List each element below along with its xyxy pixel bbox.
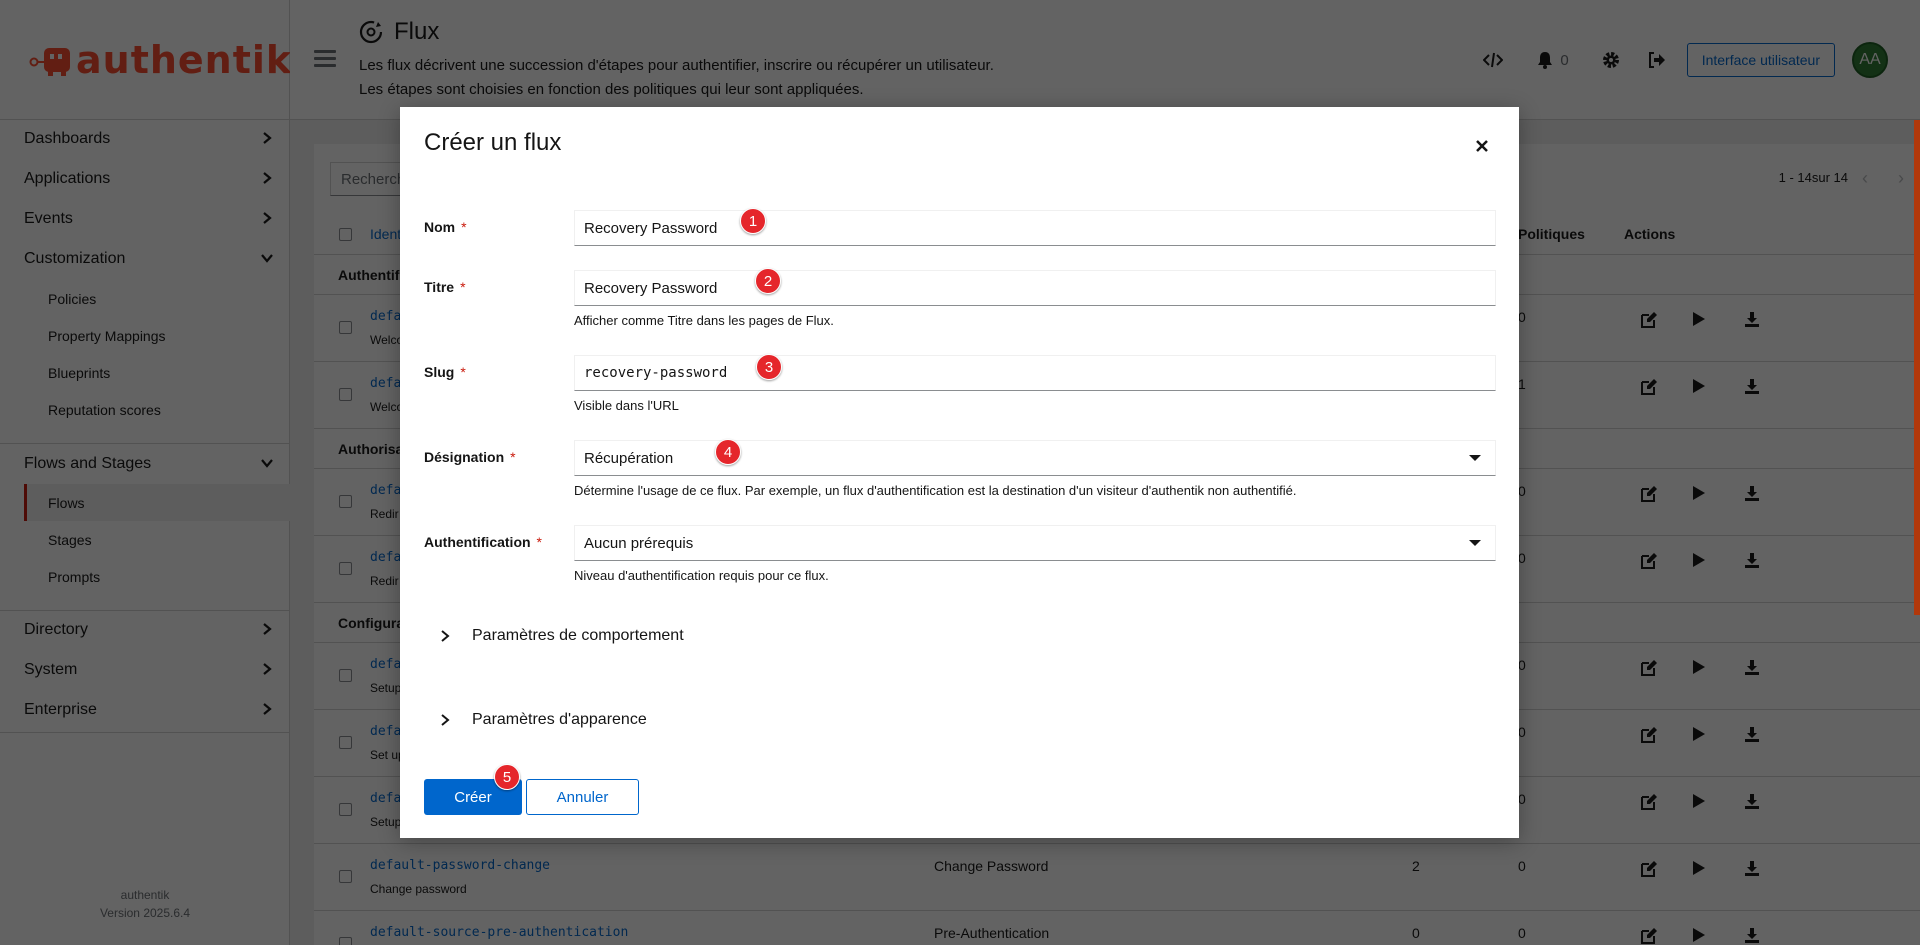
name-field[interactable]: [574, 210, 1496, 246]
designation-value: Récupération: [584, 449, 674, 467]
step-badge: 2: [755, 268, 781, 294]
chevron-right-icon: [440, 629, 450, 643]
name-label-text: Nom: [424, 219, 456, 235]
authentication-label-text: Authentification: [424, 534, 531, 550]
title-helper-text: Afficher comme Titre dans les pages de Flux.: [574, 313, 834, 328]
required-marker: *: [460, 279, 466, 295]
designation-helper-text: Détermine l'usage de ce flux. Par exemple, un flux d'authentification est la destination d'un visiteur d'authentik non authentifié.: [574, 483, 1297, 498]
step-badge: 3: [756, 354, 782, 380]
title-label-text: Titre: [424, 279, 455, 295]
authentication-label: [424, 534, 542, 550]
behavior-settings-toggle[interactable]: [440, 627, 684, 645]
step-badge: 5: [494, 764, 520, 790]
slug-label-text: Slug: [424, 364, 455, 380]
authentication-select[interactable]: [574, 525, 1496, 561]
step-badge: 1: [740, 208, 766, 234]
create-button[interactable]: Créer: [424, 779, 522, 815]
title-field[interactable]: [574, 270, 1496, 306]
slug-helper-text: Visible dans l'URL: [574, 398, 679, 413]
slug-field[interactable]: [574, 355, 1496, 391]
required-marker: *: [460, 364, 466, 380]
required-marker: *: [461, 219, 467, 235]
name-value: Recovery Password: [584, 219, 718, 237]
slug-label: [424, 364, 466, 380]
caret-down-icon: [1469, 455, 1481, 461]
scrollbar[interactable]: [1914, 120, 1920, 615]
section-label: Paramètres d'apparence: [472, 711, 647, 728]
title-value: Recovery Password: [584, 279, 718, 297]
authentication-value: Aucun prérequis: [584, 534, 694, 552]
designation-label-text: Désignation: [424, 449, 505, 465]
step-badge: 4: [715, 439, 741, 465]
modal-title: Créer un flux: [424, 129, 562, 156]
designation-select[interactable]: [574, 440, 1496, 476]
authentication-helper-text: Niveau d'authentification requis pour ce flux.: [574, 568, 829, 583]
close-icon[interactable]: [1475, 139, 1489, 153]
caret-down-icon: [1469, 540, 1481, 546]
slug-value: recovery-password: [584, 365, 728, 381]
designation-label: [424, 449, 516, 465]
cancel-button[interactable]: Annuler: [526, 779, 639, 815]
required-marker: *: [510, 449, 516, 465]
required-marker: *: [536, 534, 542, 550]
name-label: [424, 219, 467, 235]
create-flow-modal: [400, 107, 1519, 838]
appearance-settings-toggle[interactable]: [440, 711, 647, 729]
section-label: Paramètres de comportement: [472, 627, 684, 644]
title-label: [424, 279, 466, 295]
chevron-right-icon: [440, 713, 450, 727]
